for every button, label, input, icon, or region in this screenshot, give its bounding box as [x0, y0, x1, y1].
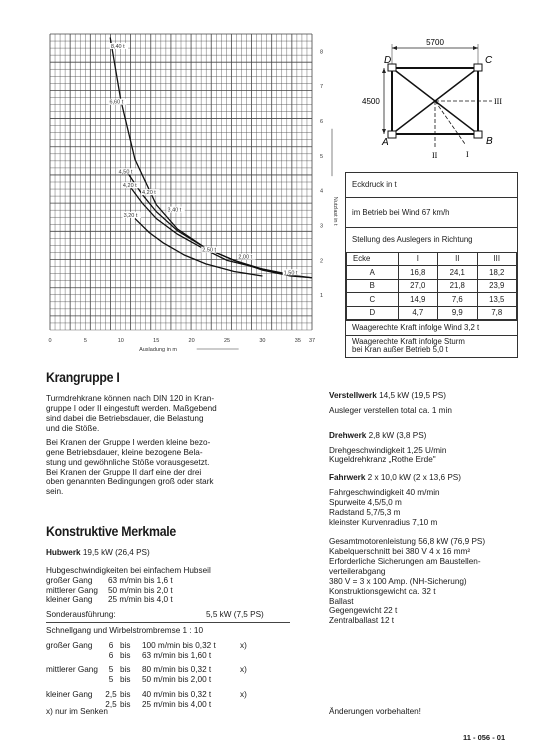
- v: x): [240, 690, 247, 700]
- hubwerk-block: [46, 548, 296, 605]
- cell: 27,0: [398, 279, 437, 293]
- fahrwerk-power: 2 x 10,0 kW (2 x 13,6 PS): [365, 473, 461, 483]
- gesamt-line: Kabelquerschnitt bei 380 V 4 x 16 mm²: [329, 547, 471, 557]
- note-storm-1: Waagerechte Kraft infolge Sturm: [352, 336, 465, 346]
- curve-label: 3,20 t: [123, 212, 138, 219]
- cell: 21,8: [438, 279, 477, 293]
- y-tick-label: 3: [320, 223, 324, 230]
- line: sind dabei die Betriebsdauer, die Belastung: [46, 413, 204, 423]
- cell: 13,5: [477, 293, 517, 307]
- y-axis-label: Nutzlast in t: [332, 196, 338, 226]
- heading-konstruktive-merkmale: Konstruktive Merkmale: [46, 523, 177, 539]
- gear-value: 63 m/min bis 1,6 t: [108, 575, 173, 585]
- y-tick-label: 8: [320, 49, 324, 56]
- corner-b: B: [486, 136, 493, 147]
- direction-ii: II: [432, 151, 438, 160]
- para-krangruppe-2: [46, 438, 286, 497]
- table-header-row: [347, 252, 517, 266]
- x-tick-label: 30: [259, 338, 266, 344]
- x-tick-label: 35: [294, 338, 301, 344]
- note-storm-2: bei Kran außer Betrieb 5,0 t: [352, 345, 448, 355]
- gear-name: mittlerer Gang: [46, 585, 98, 595]
- line: oben genannten Bedingungen groß oder stark: [46, 477, 214, 487]
- v: bis: [120, 650, 131, 660]
- table-row: [347, 306, 517, 320]
- v: 5: [108, 665, 114, 675]
- gesamt-line: Zentralballast 12 t: [329, 616, 395, 626]
- v: bis: [120, 675, 131, 685]
- line: und die Stöße.: [46, 423, 100, 433]
- table-wind: im Betrieb bei Wind 67 km/h: [346, 198, 517, 229]
- dreh-line: Kugeldrehkranz „Rothe Erde": [329, 455, 436, 465]
- verstellwerk-power: 14,5 kW (19,5 PS): [376, 391, 446, 400]
- sonder-label: Sonderausführung:: [46, 610, 116, 619]
- line: sein.: [46, 487, 64, 497]
- height-label: 4500: [362, 97, 380, 106]
- v: 80 m/min bis 0,32 t: [142, 665, 212, 675]
- v: bis: [120, 699, 131, 709]
- line: stung und gewöhnliche Stöße vorausgesetzt.: [46, 457, 210, 467]
- drehwerk-title: Drehwerk: [329, 430, 367, 440]
- verstell-line: Ausleger verstellen total ca. 1 min: [329, 405, 452, 415]
- direction-iii: III: [494, 97, 502, 106]
- schnellgang: Schnellgang und Wirbelstrombremse 1 : 10: [46, 625, 204, 635]
- cell: B: [347, 279, 399, 293]
- v: x): [240, 640, 247, 650]
- line: gruppe I oder II eingestuft werden. Maßgebend: [46, 403, 217, 413]
- v: 5: [108, 675, 114, 685]
- y-tick-label: 4: [320, 188, 324, 195]
- gesamt-line: Erforderliche Sicherungen am Baustellen-: [329, 557, 481, 567]
- fahr-line: Spurweite 4,5/5,0 m: [329, 497, 402, 507]
- x-tick-label: 20: [188, 338, 195, 344]
- direction-i: I: [466, 150, 469, 159]
- right-block: [329, 391, 529, 626]
- th-ii: II: [438, 252, 477, 266]
- cell: C: [347, 293, 399, 307]
- v: 63 m/min bis 1,60 t: [142, 650, 212, 660]
- gesamt-line: 380 V = 3 x 100 Amp. (NH-Sicherung): [329, 576, 467, 586]
- x-tick-label: 15: [153, 338, 160, 344]
- load-chart: [40, 28, 336, 358]
- gear-value: 25 m/min bis 4,0 t: [108, 595, 173, 605]
- v: bis: [120, 640, 131, 650]
- cell: 4,7: [398, 306, 437, 320]
- y-tick-label: 5: [320, 153, 324, 160]
- v: 6: [108, 650, 114, 660]
- curve-label: 4,20 t: [122, 183, 137, 190]
- cell: 9,9: [438, 306, 477, 320]
- para-krangruppe-1: [46, 394, 286, 433]
- corner-pressure-table: [345, 172, 518, 358]
- v: 2,5: [105, 690, 117, 700]
- line: gene Betriebsdauer, kleine bezogene Bela-: [46, 447, 203, 457]
- pressure-grid: [346, 252, 517, 321]
- y-tick-label: 6: [320, 119, 324, 126]
- cell: D: [347, 306, 399, 320]
- table-row: [347, 279, 517, 293]
- table-title: Eckdruck in t: [346, 173, 517, 198]
- curve-label: 6,60 t: [109, 99, 124, 106]
- corner-diagram: [360, 36, 510, 164]
- hub-intro: Hubgeschwindigkeiten bei einfachem Hubseil: [46, 565, 211, 575]
- gear-name: großer Gang: [46, 575, 93, 585]
- y-tick-label: 2: [320, 258, 324, 265]
- th-iii: III: [477, 252, 517, 266]
- cell: 14,9: [398, 293, 437, 307]
- heading-krangruppe: Krangruppe I: [46, 369, 120, 385]
- v: 25 m/min bis 4,00 t: [142, 699, 212, 709]
- fahrwerk-title: Fahrwerk: [329, 473, 366, 483]
- cell: 18,2: [477, 266, 517, 280]
- g2-name: mittlerer Gang: [46, 665, 98, 675]
- line: Bei Kranen der Gruppe II darf eine der drei: [46, 467, 202, 477]
- footnote: x) nur im Senken: [46, 707, 108, 716]
- aenderungen-note: Änderungen vorbehalten!: [329, 707, 421, 716]
- x-tick-label: 0: [48, 338, 52, 344]
- verstellwerk-title: Verstellwerk: [329, 391, 377, 400]
- cell: 16,8: [398, 266, 437, 280]
- dreh-line: Drehgeschwindigkeit 1,25 U/min: [329, 445, 447, 455]
- v: 40 m/min bis 0,32 t: [142, 690, 212, 700]
- cell: 24,1: [438, 266, 477, 280]
- th-ecke: Ecke: [347, 252, 399, 266]
- g1-name: großer Gang: [46, 640, 93, 650]
- x-tick-label: 10: [117, 338, 124, 344]
- gesamt-line: Gesamtmotorenleistung 56,8 kW (76,9 PS): [329, 537, 486, 547]
- x-tick-label: 25: [223, 338, 231, 344]
- hubwerk-title: Hubwerk: [46, 548, 81, 557]
- cell: 7,8: [477, 306, 517, 320]
- note-wind: Waagerechte Kraft infolge Wind 3,2 t: [346, 320, 517, 335]
- curve-label: 2,00 t: [238, 254, 253, 261]
- y-tick-label: 1: [320, 293, 324, 300]
- v: bis: [120, 665, 131, 675]
- table-stellung: Stellung des Auslegers in Richtung: [352, 235, 473, 244]
- gesamt-line: verteilerabgang: [329, 566, 386, 576]
- gesamt-line: Konstruktionsgewicht ca. 32 t: [329, 586, 436, 596]
- curve-label: 8,40 t: [110, 43, 125, 50]
- drehwerk-power: 2,8 kW (3,8 PS): [366, 430, 427, 440]
- sonder-value: 5,5 kW (7,5 PS): [206, 610, 264, 619]
- v: 2,5: [105, 699, 117, 709]
- cell: 7,6: [438, 293, 477, 307]
- x-tick-label: 5: [83, 338, 87, 344]
- curve-label: 4,50 t: [118, 169, 133, 176]
- sonder-block: [46, 610, 296, 710]
- x-tick-label: 37: [308, 338, 316, 344]
- line: Bei Kranen der Gruppe I werden kleine bezo-: [46, 438, 211, 447]
- y-tick-label: 7: [320, 84, 324, 91]
- table-row: [347, 266, 517, 280]
- v: 100 m/min bis 0,32 t: [142, 640, 216, 650]
- line: Turmdrehkrane können nach DIN 120 in Kran-: [46, 394, 215, 403]
- th-i: I: [398, 252, 437, 266]
- width-label: 5700: [426, 38, 444, 47]
- corner-a: A: [382, 137, 389, 148]
- corner-d: D: [384, 55, 392, 66]
- fahr-line: Radstand 5,7/5,3 m: [329, 507, 401, 517]
- curve-label: 3,40 t: [167, 207, 182, 214]
- cell: A: [347, 266, 399, 280]
- cell: 23,9: [477, 279, 517, 293]
- gesamt-line: Ballast: [329, 596, 354, 606]
- hubwerk-power: 19,5 kW (26,4 PS): [80, 548, 150, 557]
- g3-name: kleiner Gang: [46, 690, 93, 700]
- fahr-line: kleinster Kurvenradius 7,10 m: [329, 517, 438, 527]
- curve-label: 2,50 t: [202, 247, 217, 254]
- gear-value: 50 m/min bis 2,0 t: [108, 585, 173, 595]
- fahr-line: Fahrgeschwindigkeit 40 m/min: [329, 488, 440, 498]
- x-axis-label: Ausladung in m: [139, 347, 178, 353]
- curve-label: 4,20 t: [142, 190, 156, 197]
- v: bis: [120, 690, 131, 700]
- v: 6: [108, 640, 114, 650]
- gesamt-line: Gegengewicht 22 t: [329, 606, 398, 616]
- load-curve-4: [135, 219, 262, 276]
- v: 50 m/min bis 2,00 t: [142, 675, 212, 685]
- document-code: 11 - 056 - 01: [463, 733, 506, 742]
- curve-label: 1,50 t: [283, 270, 298, 277]
- gear-name: kleiner Gang: [46, 595, 93, 605]
- corner-c: C: [485, 55, 493, 66]
- v: x): [240, 665, 247, 675]
- table-row: [347, 293, 517, 307]
